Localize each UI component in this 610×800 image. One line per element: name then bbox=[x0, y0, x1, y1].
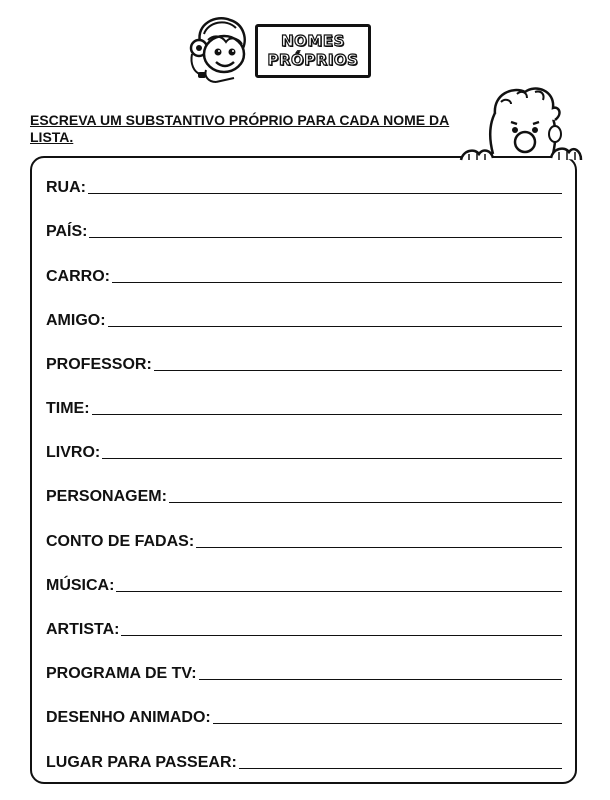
boy-illustration-icon bbox=[455, 84, 585, 166]
field-label: PROFESSOR: bbox=[46, 356, 152, 373]
answer-line[interactable] bbox=[88, 193, 562, 194]
field-label: PROGRAMA DE TV: bbox=[46, 665, 197, 682]
answer-line[interactable] bbox=[239, 768, 562, 769]
field-musica bbox=[46, 573, 562, 595]
answer-line[interactable] bbox=[112, 282, 562, 283]
field-label: RUA: bbox=[46, 179, 86, 196]
answer-line[interactable] bbox=[116, 591, 562, 592]
field-professor bbox=[46, 352, 562, 374]
field-rua bbox=[46, 175, 562, 197]
field-label: LIVRO: bbox=[46, 444, 101, 461]
title-line-1: NOMES bbox=[281, 32, 345, 50]
answer-line[interactable] bbox=[102, 458, 562, 459]
answer-line[interactable] bbox=[154, 370, 562, 371]
field-label: TIME: bbox=[46, 400, 90, 417]
field-label: CONTO DE FADAS: bbox=[46, 533, 195, 550]
field-label: MÚSICA: bbox=[46, 577, 115, 594]
field-label: PERSONAGEM: bbox=[46, 488, 167, 505]
answer-line[interactable] bbox=[213, 723, 562, 724]
field-time bbox=[46, 396, 562, 418]
title-badge bbox=[255, 24, 371, 78]
field-label: LUGAR PARA PASSEAR: bbox=[46, 754, 237, 771]
field-label: ARTISTA: bbox=[46, 621, 120, 638]
field-label: PAÍS: bbox=[46, 223, 88, 240]
answer-line[interactable] bbox=[199, 679, 562, 680]
field-label: CARRO: bbox=[46, 268, 110, 285]
field-amigo bbox=[46, 308, 562, 330]
answer-line[interactable] bbox=[89, 237, 562, 238]
field-personagem bbox=[46, 484, 562, 506]
instruction-text: ESCREVA UM SUBSTANTIVO PRÓPRIO PARA CADA NOME DA LISTA. bbox=[30, 112, 450, 145]
field-programa-de-tv bbox=[46, 661, 562, 683]
answer-line[interactable] bbox=[92, 414, 562, 415]
girl-illustration-icon bbox=[186, 12, 260, 86]
field-pais bbox=[46, 219, 562, 241]
field-label: AMIGO: bbox=[46, 312, 106, 329]
answer-line[interactable] bbox=[169, 502, 562, 503]
field-livro bbox=[46, 440, 562, 462]
field-conto-de-fadas bbox=[46, 529, 562, 551]
answer-line[interactable] bbox=[108, 326, 562, 327]
title-line-2: PRÓPRIOS bbox=[267, 51, 359, 69]
answer-frame bbox=[30, 156, 577, 784]
field-label: DESENHO ANIMADO: bbox=[46, 709, 211, 726]
answer-line[interactable] bbox=[196, 547, 562, 548]
field-artista bbox=[46, 617, 562, 639]
field-desenho-animado bbox=[46, 705, 562, 727]
answer-line[interactable] bbox=[121, 635, 562, 636]
field-carro bbox=[46, 264, 562, 286]
field-lugar-para-passear bbox=[46, 750, 562, 772]
